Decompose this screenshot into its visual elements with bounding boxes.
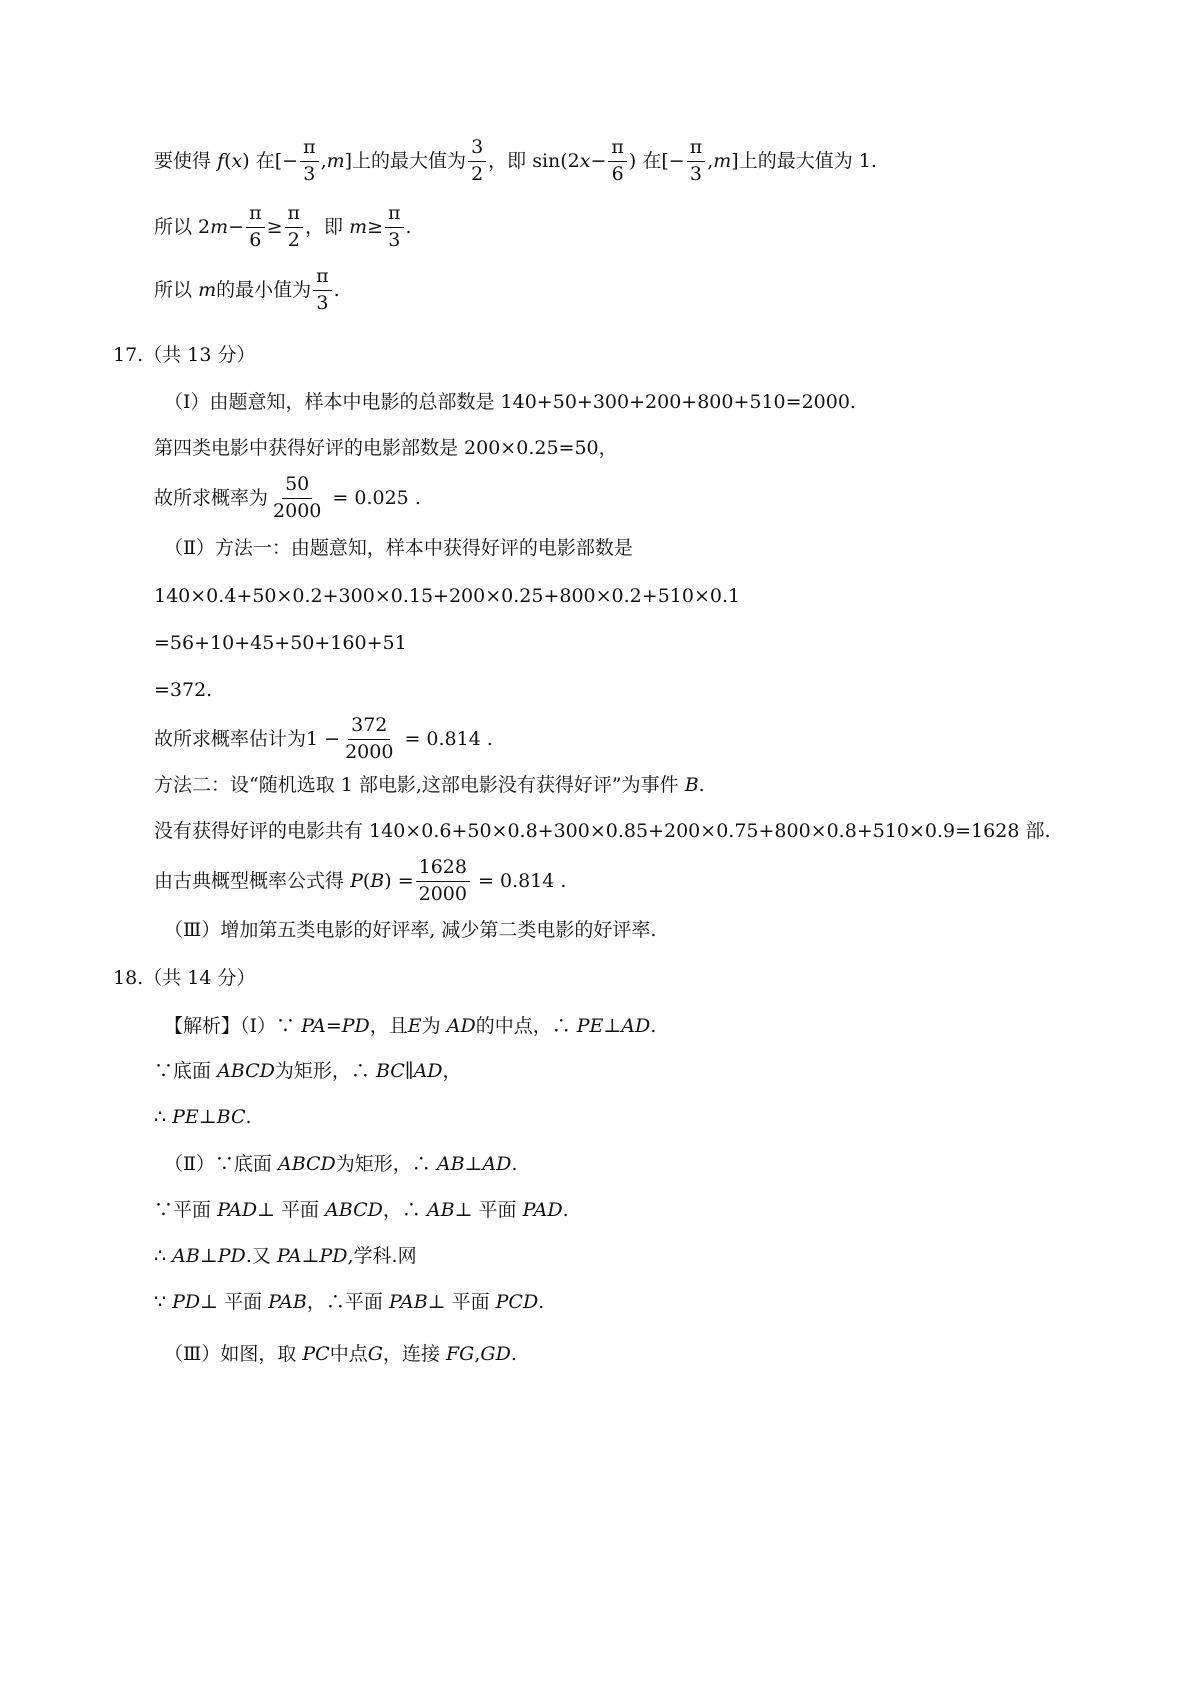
s17-part1-probability: 故所求概率为 $\frac{50}{2000}$ = 0.025 .: [154, 472, 421, 522]
s16-line-inequality: 所以 2 m − $\frac{\pi}{6}$ ≥ $\frac{\pi}{2}$ ，即 m ≥ $\frac{\pi}{3}$ .: [154, 201, 412, 251]
s17-part2-no-good-count: 没有获得好评的电影共有 140×0.6+50×0.8+300×0.85+200×0.75+800×0.8+510×0.9=1628 部.: [154, 820, 1051, 842]
fraction: $\frac{\pi}{3}$: [687, 137, 706, 186]
s18-part3: （Ⅲ）如图，取 PC 中点 G ，连接 FG , GD .: [164, 1343, 517, 1365]
fraction: $\frac{\pi}{6}$: [608, 137, 627, 186]
s16-line-min-value: 所以 m 的最小值为 $\frac{\pi}{3}$ .: [154, 264, 340, 314]
s17-part2-classical-probability: 由古典概型概率公式得 P ( B ) = $\frac{1628}{2000}$ = 0.814 .: [154, 855, 567, 905]
problem-18-heading: 18.（共 14 分）: [113, 967, 256, 989]
s17-part2-method2: 方法二：设“随机选取 1 部电影,这部电影没有获得好评”为事件 B .: [154, 774, 705, 796]
s17-part2-sum: =56+10+45+50+160+51: [154, 632, 407, 654]
s18-part2-conclusion: ∵ PD ⊥ 平面 PAB ，∴平面 PAB ⊥ 平面 PCD .: [154, 1291, 545, 1313]
s17-part2-estimate: 故所求概率估计为1 − $\frac{372}{2000}$ = 0.814 .: [154, 713, 493, 763]
fraction: $\frac{\pi}{6}$: [246, 203, 265, 252]
fraction: $\frac{\pi}{2}$: [285, 203, 304, 252]
s17-part1-total: （Ⅰ）由题意知，样本中电影的总部数是 140+50+300+200+800+510=2000.: [164, 391, 856, 413]
s17-part2-method1: （Ⅱ）方法一：由题意知，样本中获得好评的电影部数是: [164, 537, 633, 559]
fraction: $\frac{\pi}{3}$: [300, 137, 319, 186]
s17-part3: （Ⅲ）增加第五类电影的好评率, 减少第二类电影的好评率.: [164, 919, 657, 941]
s18-part2-plane: ∵平面 PAD ⊥ 平面 ABCD ，∴ AB ⊥ 平面 PAD .: [154, 1199, 569, 1221]
s17-part2-result: =372.: [154, 679, 213, 701]
fraction: $\frac{\pi}{3}$: [385, 203, 404, 252]
s17-part2-expression: 140×0.4+50×0.2+300×0.15+200×0.25+800×0.2+510×0.1: [154, 585, 741, 607]
fraction: $\frac{3}{2}$: [468, 137, 486, 186]
s17-part1-good-reviews: 第四类电影中获得好评的电影部数是 200×0.25=50，: [154, 437, 618, 459]
fraction: $\frac{1628}{2000}$: [416, 857, 470, 906]
problem-17-heading: 17.（共 13 分）: [113, 344, 256, 366]
s18-part1-conclusion: ∴ PE ⊥ BC .: [154, 1106, 252, 1128]
s18-part2-rectangle: （Ⅱ）∵底面 ABCD 为矩形，∴ AB ⊥ AD .: [164, 1153, 518, 1175]
s18-part1-rectangle: ∵底面 ABCD 为矩形，∴ BC ∥ AD ，: [154, 1060, 462, 1082]
s18-part1-given: 【解析】（Ⅰ）∵ PA = PD ，且 E 为 AD 的中点，∴ PE ⊥ AD .: [164, 1015, 657, 1037]
fraction: $\frac{50}{2000}$: [273, 472, 322, 522]
s18-part2-perpendicular: ∴ AB ⊥ PD .又 PA ⊥ PD ,学科.网: [154, 1245, 417, 1267]
fraction: $\frac{\pi}{3}$: [313, 266, 332, 315]
fraction: $\frac{372}{2000}$: [345, 713, 394, 763]
s16-line-max-condition: 要使得 f ( x ) 在[− $\frac{\pi}{3}$ , m ]上的最大值为 $\frac{3}{2}$ ，即 sin(2 x − $\frac{\pi}{6}$ ) 在[− $\frac{\pi}{3}$ , m ]上的最大值为 1.: [154, 135, 877, 185]
